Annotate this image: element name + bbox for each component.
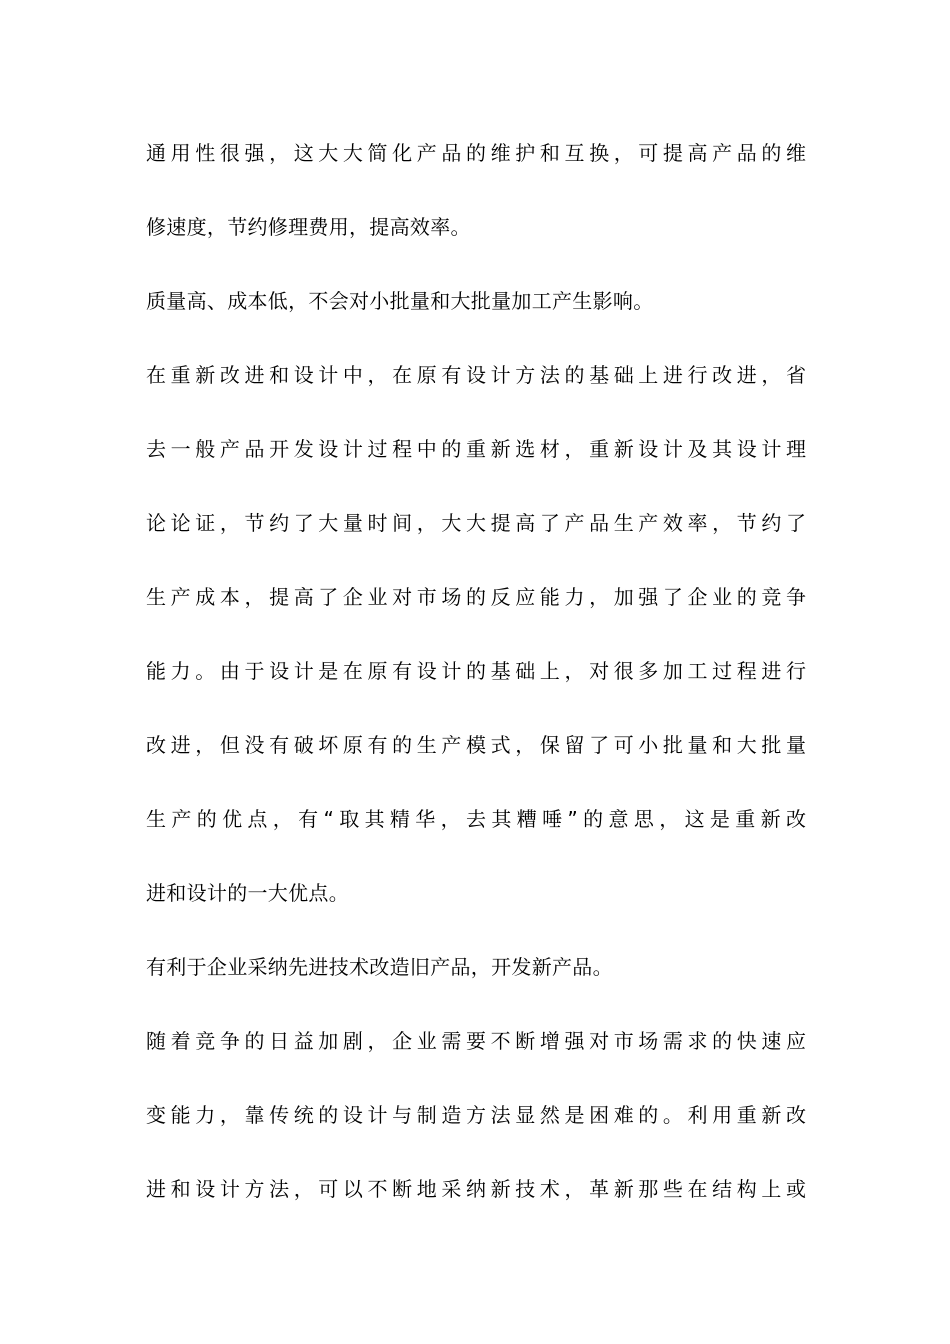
text-line: 质量高、成本低，不会对小批量和大批量加工产生影响。 [146,289,654,313]
text-line: 改进，但没有破坏原有的生产模式，保留了可小批量和大批量 [146,733,806,757]
text-line: 进和设计方法，可以不断地采纳新技术，革新那些在结构上或 [146,1177,806,1201]
text-line: 有利于企业采纳先进技术改造旧产品，开发新产品。 [146,955,613,979]
text-line: 生产成本，提高了企业对市场的反应能力，加强了企业的竞争 [146,585,806,609]
text-line: 进和设计的一大优点。 [146,881,349,905]
text-line: 变能力，靠传统的设计与制造方法显然是困难的。利用重新改 [146,1103,806,1127]
text-line: 去一般产品开发设计过程中的重新选材，重新设计及其设计理 [146,437,806,461]
text-line: 论论证，节约了大量时间，大大提高了产品生产效率，节约了 [146,511,806,535]
text-line: 在重新改进和设计中，在原有设计方法的基础上进行改进，省 [146,363,806,387]
text-line: 修速度，节约修理费用，提高效率。 [146,215,471,239]
text-line: 随着竞争的日益加剧，企业需要不断增强对市场需求的快速应 [146,1029,806,1053]
text-line: 通用性很强，这大大简化产品的维护和互换，可提高产品的维 [146,141,806,165]
text-line: 生产的优点，有“取其精华，去其糟唾”的意思，这是重新改 [146,807,806,831]
text-line: 能力。由于设计是在原有设计的基础上，对很多加工过程进行 [146,659,806,683]
